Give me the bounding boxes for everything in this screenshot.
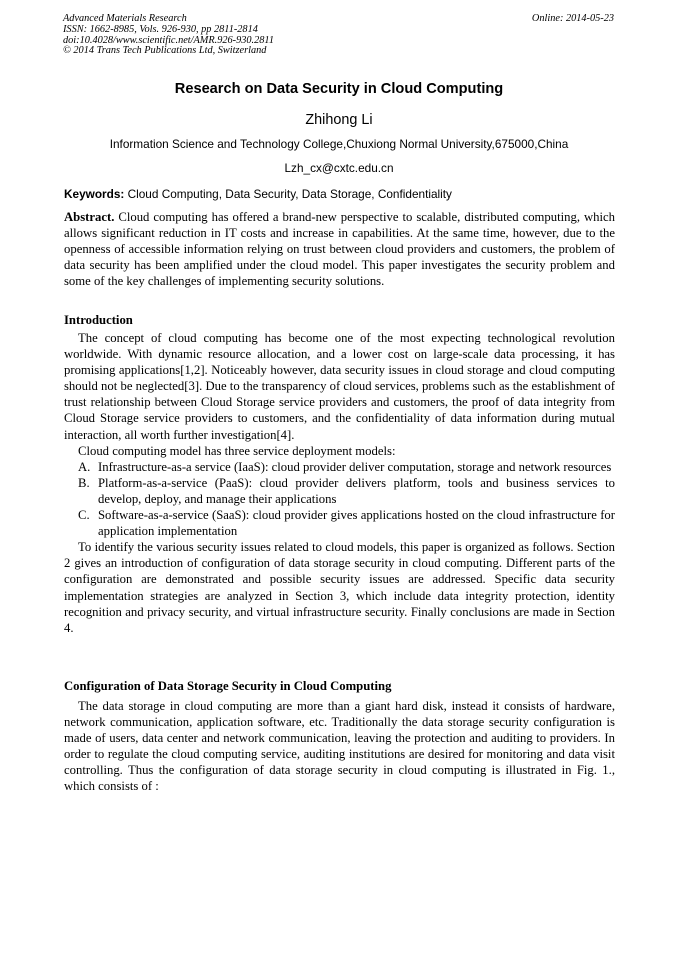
list-item-text: Platform-as-a-service (PaaS): cloud provider delivers platform, tools and business services to develop, deploy, and manage their applications [98,475,615,506]
online-date: Online: 2014-05-23 [531,13,614,24]
introduction-paragraph: To identify the various security issues related to cloud models, this paper is organized as follows. Section 2 gives an introduction of configuration of data storage security in cloud computing. Different parts of the configuration are demonstrated and possible security issues are addressed. Specific data security implementation strategies are analyzed in Section 3, which include data integrity protection, identity recognition and privacy security, and virtual infrastructure security. Finally conclusions are made in Section 4. [64,540,615,635]
abstract-label: Abstract. [64,210,115,224]
abstract [64,209,615,289]
journal-header [63,14,274,57]
issn-line: ISSN: 1662-8985, Vols. 926-930, pp 2811-2814 [63,23,258,35]
configuration-body [64,698,615,795]
author-email: Lzh_cx@cxtc.edu.cn [284,161,394,175]
section-heading-introduction: Introduction [64,313,133,327]
list-item-text: Infrastructure-as-a service (IaaS): cloud provider deliver computation, storage and network resources [98,459,612,474]
list-item-label: C. [78,508,90,523]
journal-name: Advanced Materials Research [63,13,187,24]
keywords-label: Keywords: [64,187,125,201]
introduction-paragraph: Cloud computing model has three service deployment models: [78,443,396,458]
keywords [64,187,452,201]
list-item [64,507,615,539]
author-name: Zhihong Li [305,112,373,128]
list-item-label: B. [78,475,90,490]
service-models-list [64,459,615,539]
keywords-list: Cloud Computing, Data Security, Data Storage, Confidentiality [127,187,452,201]
list-item-label: A. [78,459,91,474]
introduction-paragraph: The concept of cloud computing has become one of the most expecting technological revolution worldwide. With dynamic resource allocation, and a lower cost on large-scale data processing, it has promising applications[1,2]. Noticeably however, data security issues in cloud storage and cloud computing should not be neglected[3]. Due to the transparency of cloud services, problems such as the establishment of trust relationship between Cloud Storage service providers and customers, the proof of data integrity from Cloud Storage service providers to customers, and the confidentiality of data information during mutual interaction, all worth further investigation[4]. [64,331,615,442]
copyright-line: © 2014 Trans Tech Publications Ltd, Switzerland [63,45,267,57]
list-item [64,475,615,507]
configuration-paragraph: The data storage in cloud computing are more than a giant hard disk, instead it consists of hardware, network communication, application software, etc. Traditionally the data storage security configuration is made of users, data center and network communication, leaving the protection and auditing to providers. In order to regulate the cloud computing service, auditing institutions are desired for monitoring and data visit controlling. Thus the configuration of data storage security in cloud computing is illustrated in Fig. 1., which consists of : [64,699,615,794]
author-affiliation: Information Science and Technology College,Chuxiong Normal University,675000,China [109,137,569,151]
list-item [64,459,615,475]
doi-line: doi:10.4028/www.scientific.net/AMR.926-930.2811 [63,34,274,46]
paper-title: Research on Data Security in Cloud Computing [174,81,504,97]
section-heading-configuration: Configuration of Data Storage Security in Cloud Computing [64,679,392,693]
abstract-text: Cloud computing has offered a brand-new perspective to scalable, distributed computing, which allows significant reduction in IT costs and increase in capabilities. At the same time, however, due to the openness of accessible information relying on trust between cloud providers and customers, the problem of data security has been amplified under the cloud model. This paper investigates the security problem and some of the key challenges of implementing security solutions. [64,210,616,289]
introduction-body [64,330,615,636]
list-item-text: Software-as-a-service (SaaS): cloud provider gives applications hosted on the cloud infrastructure for application implementation [98,508,615,539]
